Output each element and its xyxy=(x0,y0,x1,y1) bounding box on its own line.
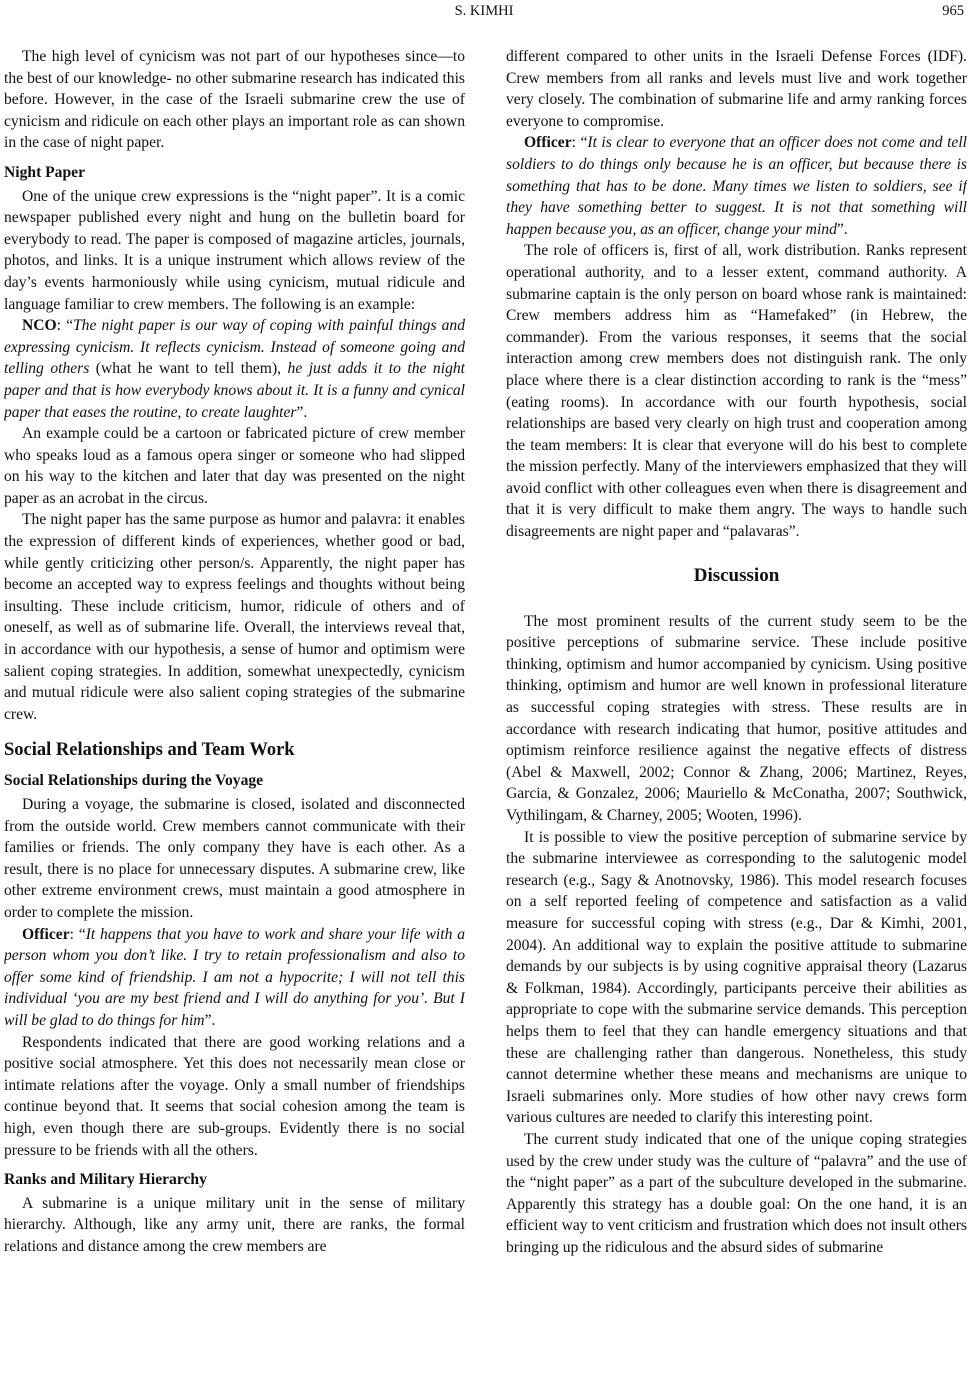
quote-text: ”. xyxy=(296,403,308,421)
paragraph: The role of officers is, first of all, work distribution. Ranks represent operational authority, and to a lesser extent, command authority. A submarine captain is the only person on board whose rank is maintained: Crew members address him as “Hamefaked” (in Hebrew, the commander). From the various responses, it seems that the social interaction among crew members does not distinguish rank. The only place where there is a clear distinction according to rank is the “mess” (eating rooms). In accordance with our fourth hypothesis, social relationships are based very clearly on high trust and cooperation among the team members: It is clear that everyone will do his best to complete the mission perfectly. Many of the interviewers emphasized that they will avoid conflict with other colleagues even when there is disagreement and that it is very difficult to make them angry. The ways to handle such disagreements are night paper and “palavaras”. xyxy=(506,242,967,541)
quote-text: It happens that you have to work and share your life with a person whom you don’t like. I try to retain professionalism and also to offer some kind of friendship. I am not a hypocrite; I will not tell this individual ‘you are my best friend and I will do anything for you’. But I will be glad to do things for him xyxy=(4,925,465,1029)
running-head xyxy=(0,0,968,26)
paragraph: During a voyage, the submarine is closed, isolated and disconnected from the outside world. Crew members cannot communicate with their families or friends. The only company they have is each other. As a result, there is no place for unnecessary disputes. A submarine crew, like other extreme environment crews, must maintain a good atmosphere in order to complete the mission. xyxy=(4,796,465,921)
section-heading-social-relationships: Social Relationships and Team Work xyxy=(4,740,295,761)
paragraph: The most prominent results of the current study seem to be the positive perceptions of submarine service. These include positive thinking, optimism and humor accompanied by cynicism. Using positive thinking, optimism and humor are well known in professional literature as successful coping strategies with stress. These results are in accordance with research indicating that humor, positive attitudes and optimism reinforce resilience against the negative effects of distress (Abel & Maxwell, 2002; Connor & Zhang, 2006; Martinez, Reyes, Garcia, & Gonzalez, 2006; Mauriello & McConatha, 2007; Southwick, Vythilingam, & Charney, 2005; Wooten, 1996). xyxy=(506,612,967,824)
running-head-author: S. KIMHI xyxy=(454,3,514,19)
paragraph: It is possible to view the positive perception of submarine service by the submarine interviewee as corresponding to the salutogenic model research (e.g., Sagy & Anotnovsky, 1986). This model research focuses on a self reported feeling of competence and satisfaction as a valid measure for successful coping with stress (e.g., Dar & Kimhi, 2001, 2004). An additional way to explain the positive attitude to submarine demands by our subjects is by using cognitive appraisal theory (Lazarus & Folkman, 1984). Accordingly, participants perceive their abilities as appropriate to cope with the submarine service demands. This perception helps them to feel that they can handle emergency situations and that these are challenging rather than dangerous. Nonetheless, this study cannot determine whether these means and mechanisms are unique to Israeli submarines only. More studies of how other navy crews form various cultures are needed to clarify this interesting point. xyxy=(506,828,967,1127)
quote-text: ”. xyxy=(204,1011,216,1029)
paragraph: different compared to other units in the Israeli Defense Forces (IDF). Crew members from all ranks and levels must live and work together very closely. The combination of submarine life and army ranking forces everyone to compromise. xyxy=(506,48,967,130)
quote-text: : “ xyxy=(56,317,73,335)
paragraph: An example could be a cartoon or fabricated picture of crew member who speaks loud as a famous opera singer or someone who had slipped on his way to the kitchen and later that day was presented on the night paper as an acrobat in the circus. xyxy=(4,425,465,507)
interview-quote-officer xyxy=(4,924,465,1032)
interview-quote-officer xyxy=(506,132,967,240)
paragraph: Respondents indicated that there are good working relations and a positive social atmosphere. Yet this does not necessarily mean close or intimate relations after the voyage. Only a small number of friendships continue beyond that. It seems that social cohesion among the team is high, even though there are sub-groups. Evidently there is no social pressure to be friends with all the others. xyxy=(4,1033,465,1159)
section-heading-discussion: Discussion xyxy=(693,564,780,586)
quote-text: (what he want to tell them), xyxy=(89,360,288,378)
interview-quote-nco xyxy=(4,315,465,423)
subsection-heading-ranks: Ranks and Military Hierarchy xyxy=(4,1171,207,1189)
quote-text: The night paper is our way of coping with painful things and expressing cynicism. It reflects cynicism. Instead of someone going and telling others xyxy=(4,317,465,378)
right-column xyxy=(506,46,967,1386)
quote-text: : “ xyxy=(69,925,86,943)
paragraph: A submarine is a unique military unit in the sense of military hierarchy. Although, like any army unit, there are ranks, the formal relations and distance among the crew members are xyxy=(4,1194,465,1255)
subsection-heading-night-paper: Night Paper xyxy=(4,163,85,181)
left-column xyxy=(4,46,465,1386)
speaker-label: Officer xyxy=(524,134,572,152)
paragraph: The night paper has the same purpose as humor and palavra: it enables the expression of different kinds of experiences, whether good or bad, while gently criticizing other person/s. Apparently, the night paper has become an accepted way to express feelings and thoughts without being insulting. These include criticism, humor, ridicule of others and of oneself, as well as of submarine life. Overall, the interviews reveal that, in accordance with our hypothesis, a sense of humor and optimism were salient coping strategies. In addition, somewhat unexpectedly, cynicism and mutual ridicule were also salient coping strategies of the submarine crew. xyxy=(4,511,465,723)
speaker-label: Officer xyxy=(22,925,70,943)
quote-text: he just adds it to the night paper and that is how everybody knows about it. It is a funny and cynical paper that eases the routine, to create laughter xyxy=(4,360,465,421)
subsection-heading-voyage: Social Relationships during the Voyage xyxy=(4,772,264,790)
quote-text: It is clear to everyone that an officer does not come and tell soldiers to do things only because he is an officer, but because there is something that has to be done. Many times we listen to soldiers, see if they have something better to suggest. It is not that something will happen because you, as an officer, change your mind xyxy=(506,134,967,238)
page-number: 965 xyxy=(942,3,964,19)
paragraph: The high level of cynicism was not part of our hypotheses since—to the best of our knowledge- no other submarine research has indicated this before. However, in the case of the Israeli submarine crew the use of cynicism and ridicule on each other plays an important role as can shown in the case of night paper. xyxy=(4,48,465,152)
paragraph: One of the unique crew expressions is the “night paper”. It is a comic newspaper published every night and hung on the bulletin board for everybody to read. The paper is composed of magazine articles, journals, photos, and links. It is a unique instrument which allows review of the day’s events harmoniously while using cynicism, mutual ridicule and language familiar to crew members. The following is an example: xyxy=(4,187,465,313)
speaker-label: NCO xyxy=(22,317,57,335)
quote-text: ”. xyxy=(836,220,848,238)
quote-text: : “ xyxy=(571,134,588,152)
paragraph: The current study indicated that one of the unique coping strategies used by the crew under study was the culture of “palavra” and the use of the “night paper” as a part of the subculture developed in the submarine. Apparently this strategy has a double goal: On the one hand, it is an efficient way to vent criticism and frustration which does not insult others bringing up the ridiculous and the absurd sides of submarine xyxy=(506,1130,967,1256)
